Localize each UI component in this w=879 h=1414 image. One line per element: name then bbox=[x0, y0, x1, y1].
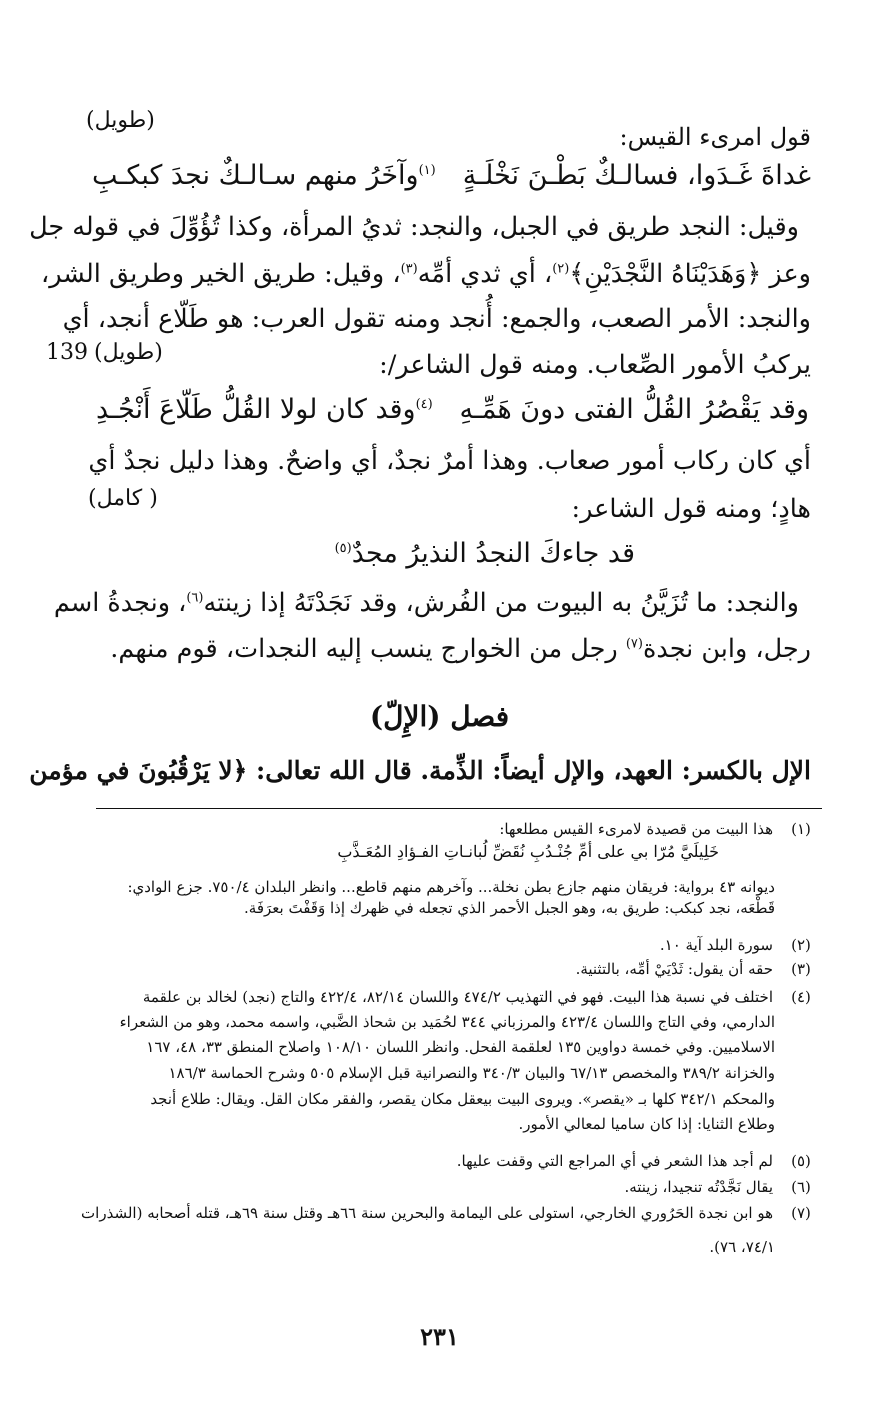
meter-label-tawil: (طويل) bbox=[86, 108, 155, 133]
section-title: فصل (الإِلّ) bbox=[369, 700, 510, 733]
verse1-left-text: وآخَرُ منهم سـالـكٌ نجدَ كبكـبِ bbox=[92, 160, 419, 191]
paragraph1-line2-b: ، أي ثدي أمِّه bbox=[417, 259, 553, 289]
footnote-ref: (٤) bbox=[415, 397, 433, 412]
intro-line: قول امرىء القيس: bbox=[619, 123, 811, 151]
verse1-left-hemistich bbox=[92, 160, 436, 191]
verse1-right-hemistich: غداةَ غَـدَوا، فسالـكٌ بَطْـنَ نَخْلَـةٍ bbox=[462, 160, 811, 191]
verse2-left-text: وقد كان لولا القُلُّ طَلّاعَ أَنْجُـدِ bbox=[96, 394, 416, 425]
verse3 bbox=[335, 538, 635, 569]
quran-quote: وعز ﴿وَهَدَيْنَاهُ النَّجْدَيْنِ﴾ bbox=[569, 259, 811, 289]
meter-label-kamil: ( كامل) bbox=[88, 486, 158, 511]
footnote-number: (٦) bbox=[791, 1178, 811, 1196]
footnote-ref: (٧) bbox=[625, 636, 643, 652]
footnote-ref: (٥) bbox=[334, 541, 352, 556]
paragraph1-line2-c: ، وقيل: طريق الخير وطريق الشر، bbox=[40, 259, 401, 289]
paragraph3-line1 bbox=[54, 588, 799, 618]
footnote-7-line2: ٧٤/١، ٧٦). bbox=[709, 1238, 775, 1256]
verse3-text: قد جاءكَ النجدُ النذيرُ مجدٌ bbox=[351, 538, 635, 569]
meter-label-tawil-2: (طويل) bbox=[94, 340, 163, 365]
paragraph2-line2: هادٍ؛ ومنه قول الشاعر: bbox=[571, 494, 811, 524]
paragraph3-line2-b: رجل من الخوارج ينسب إليه النجدات، قوم منهم. bbox=[110, 634, 626, 664]
paragraph1-line3: والنجد: الأمر الصعب، والجمع: أُنجد ومنه تقول العرب: هو طَلّاع أنجد، أي bbox=[62, 304, 811, 334]
footnote-1-line4: قَطْعَه، نجد كبكب: طريق به، وهو الجبل الأحمر الذي تجعله في ظهرك إذا وَقَفْتَ بعرَفَة. bbox=[244, 899, 775, 917]
footnote-number: (٣) bbox=[791, 960, 811, 978]
footnote-text: يقال نَجَّدْتُه تنجيدا، زينته. bbox=[624, 1178, 773, 1196]
paragraph1-line1: وقيل: النجد طريق في الجبل، والنجد: ثديُ المرأة، وكذا تُؤُوِّلَ في قوله جل bbox=[29, 212, 799, 242]
footnote-ref: (٢) bbox=[552, 261, 570, 277]
footnote-text: هو ابن نجدة الحَرُوري الخارجي، استولى على اليمامة والبحرين سنة ٦٦هـ وقتل سنة ٦٩هـ، قتله أصحابه (الشذرات bbox=[81, 1204, 773, 1222]
paragraph3-line2 bbox=[110, 634, 811, 664]
footnote-4-line4: والخزانة ٣٨٩/٢ والمخصص ٦٧/١٣ والبيان ٣٤٠/٣ والنصرانية قبل الإسلام ٥٠٥ وشرح الحماسة ١٨٦/٣ bbox=[168, 1064, 775, 1082]
paragraph1-line4: يركبُ الأمور الصِّعاب. ومنه قول الشاعر/: bbox=[379, 350, 811, 380]
footnote-ref: (٣) bbox=[400, 261, 418, 277]
paragraph1-line2 bbox=[41, 258, 811, 289]
paragraph2-line1: أي كان ركاب أمور صعاب. وهذا أمرٌ نجدٌ، أي واضحٌ. وهذا دليل نجدٌ أي bbox=[88, 446, 811, 476]
footnote-4-line3: الاسلاميين. وفي خمسة دواوين ١٣٥ لعلقمة الفحل. وانظر اللسان ١٠٨/١٠ واصلاح المنطق ٣٣، ٤٨، ١٦٧ bbox=[146, 1038, 775, 1056]
paragraph3-line2-a: رجل، وابن نجدة bbox=[642, 634, 811, 664]
footnote-separator bbox=[96, 808, 822, 809]
footnote-text: سورة البلد آية ١٠. bbox=[659, 936, 773, 954]
footnote-number: (٧) bbox=[791, 1204, 811, 1222]
footnote-ref: (١) bbox=[418, 163, 436, 178]
footnote-number: (٥) bbox=[791, 1152, 811, 1170]
footnote-4-line2: الدارمي، وفي التاج واللسان ٤٢٣/٤ والمرزباني ٣٤٤ لحُمَيد بن شحاذ الضَّبي، واسمه محمد، وهو من الشعراء bbox=[119, 1013, 775, 1031]
verse2-right-hemistich: وقد يَقْصُرُ القُلُّ الفتى دونَ هَمِّـهِ bbox=[459, 394, 809, 425]
page-number: ٢٣١ bbox=[420, 1322, 459, 1351]
footnote-1-verse: خَلِيلَيَّ مُرّا بي على أمِّ جُنْـدُبِ نُقَضِّ لُبانـاتِ الفـؤادِ المُعَـذَّبِ bbox=[337, 842, 719, 861]
footnote-4-line6: وطلاع الثنايا: إذا كان ساميا لمعالي الأمور. bbox=[518, 1115, 775, 1133]
paragraph3-line1-a: والنجد: ما تُزَيَّنُ به البيوت من الفُرش، وقد نَجَدْتَهُ إذا زينته bbox=[203, 588, 799, 618]
footnote-text: لم أجد هذا الشعر في أي المراجع التي وقفت عليها. bbox=[456, 1152, 773, 1170]
verse2-left-hemistich bbox=[96, 394, 433, 425]
footnote-text: اختلف في نسبة هذا البيت. فهو في التهذيب ٤٧٤/٢ واللسان ٨٢/١٤، ٤٢٢/٤ والتاج (نجد) لخالد بن علقمة bbox=[142, 988, 773, 1006]
footnote-1-line3: ديوانه ٤٣ برواية: فريقان منهم جازع بطن نخلة... وآخرهم منهم قاطع... وانظر البلدان ٧٥٠/٤. جزع الوادي: bbox=[127, 878, 775, 896]
footnote-ref: (٦) bbox=[186, 590, 204, 606]
paragraph3-line1-b: ، ونجدةُ اسم bbox=[53, 588, 187, 618]
footnote-number: (٢) bbox=[791, 936, 811, 954]
footnote-number: (١) bbox=[791, 820, 811, 838]
footnote-text: حقه أن يقول: ثَدْيَيْ أمِّه، بالتثنية. bbox=[575, 960, 773, 978]
footnote-text: هذا البيت من قصيدة لامرىء القيس مطلعها: bbox=[499, 820, 773, 838]
footnote-4-line5: والمحكم ٣٤٢/١ كلها بـ «يقصر». ويروى البيت بيعقل مكان يقصر، والفقر مكان القل. ويقال: طلاع أنجد bbox=[150, 1090, 775, 1108]
footnote-number: (٤) bbox=[791, 988, 811, 1006]
section-first-line: الإل بالكسر: العهد، والإل أيضاً: الذِّمة. قال الله تعالى: ﴿لا يَرْقُبُونَ في مؤمن bbox=[29, 756, 811, 785]
margin-page-number: 139 bbox=[46, 340, 88, 365]
